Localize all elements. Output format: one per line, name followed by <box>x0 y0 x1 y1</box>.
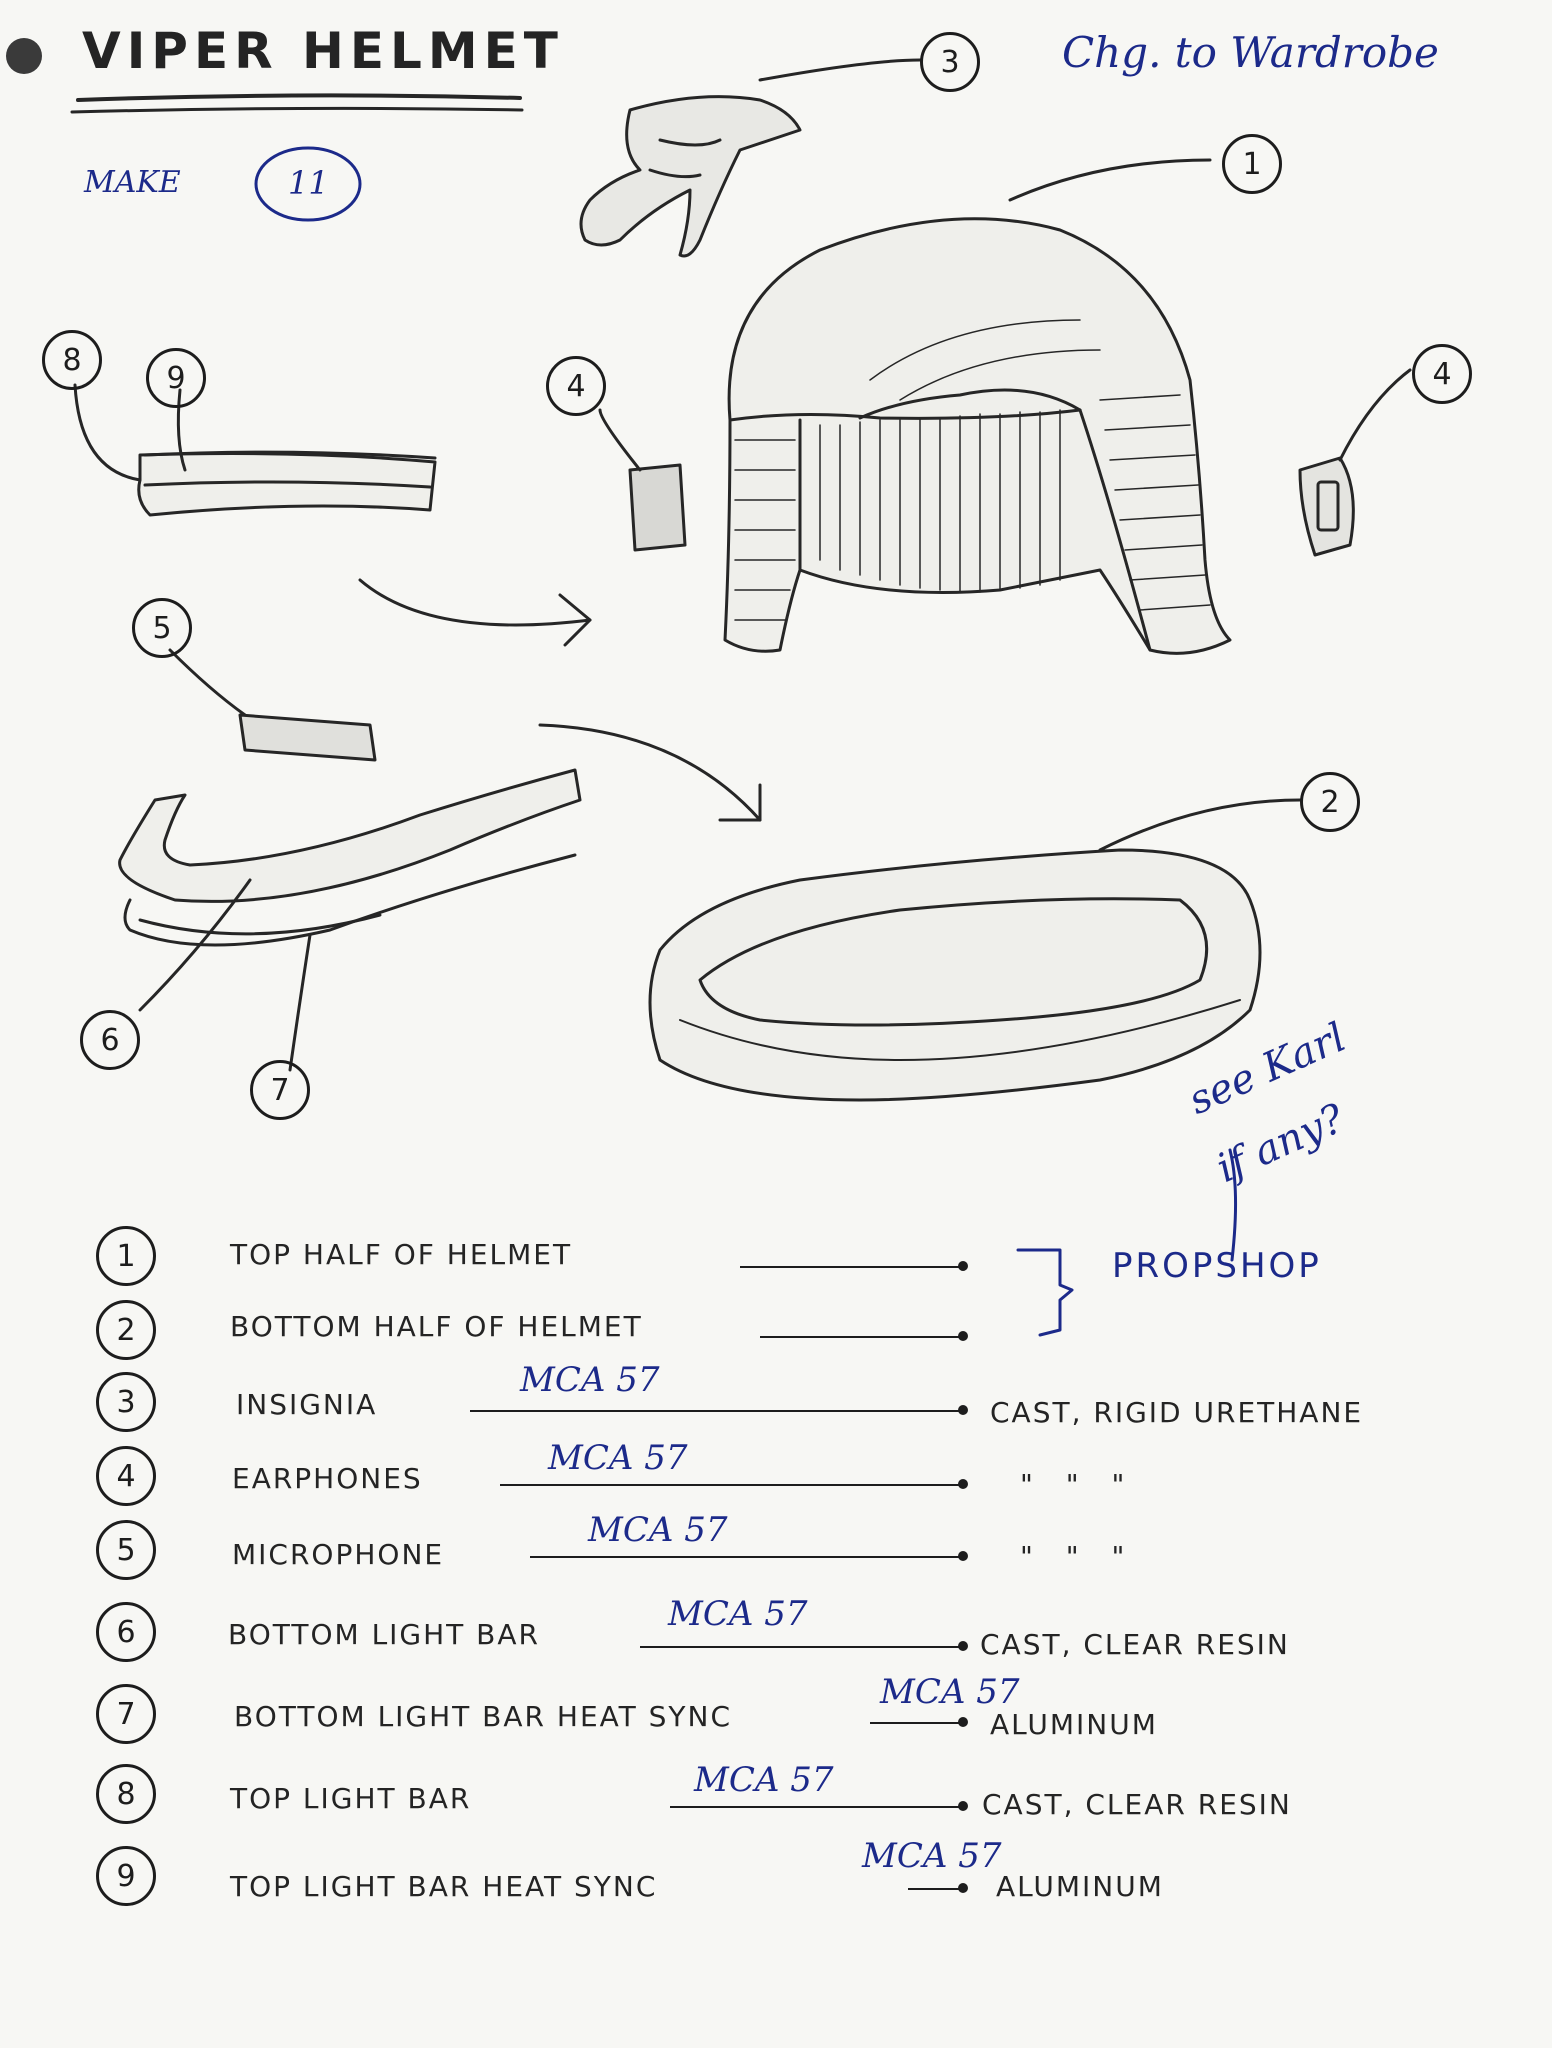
part-code: MCA 57 <box>668 1594 808 1634</box>
part-label: BOTTOM HALF OF HELMET <box>230 1310 643 1343</box>
part-number: 7 <box>96 1684 156 1744</box>
part-number: 9 <box>96 1846 156 1906</box>
part-number: 5 <box>96 1520 156 1580</box>
note-if-any: if any? <box>1210 1095 1352 1193</box>
part-code: MCA 57 <box>548 1438 688 1478</box>
note-change-to-wardrobe: Chg. to Wardrobe <box>1062 28 1439 77</box>
part-label: MICROPHONE <box>232 1538 445 1571</box>
callout-6: 6 <box>80 1010 140 1070</box>
part-spec: ALUMINUM <box>990 1708 1158 1741</box>
callout-2: 2 <box>1300 772 1360 832</box>
part-label: TOP HALF OF HELMET <box>230 1238 573 1271</box>
part-spec: " " " <box>1020 1540 1137 1573</box>
part-spec: CAST, CLEAR RESIN <box>980 1628 1290 1661</box>
part-label: BOTTOM LIGHT BAR HEAT SYNC <box>234 1700 733 1733</box>
part-code: MCA 57 <box>588 1510 728 1550</box>
part-code: MCA 57 <box>862 1836 1002 1876</box>
part-spec: CAST, RIGID URETHANE <box>990 1396 1364 1429</box>
note-propshop: PROPSHOP <box>1112 1246 1322 1286</box>
part-label: INSIGNIA <box>236 1388 378 1421</box>
part-spec: CAST, CLEAR RESIN <box>982 1788 1292 1821</box>
callout-4-left: 4 <box>546 356 606 416</box>
callout-4-right: 4 <box>1412 344 1472 404</box>
make-label: MAKE <box>84 165 181 200</box>
part-code: MCA 57 <box>520 1360 660 1400</box>
part-number: 3 <box>96 1372 156 1432</box>
part-number: 2 <box>96 1300 156 1360</box>
part-label: EARPHONES <box>232 1462 423 1495</box>
part-code: MCA 57 <box>880 1672 1020 1712</box>
part-label: TOP LIGHT BAR HEAT SYNC <box>230 1870 658 1903</box>
callout-3: 3 <box>920 32 980 92</box>
callout-8: 8 <box>42 330 102 390</box>
note-see-karl: see Karl <box>1182 1014 1353 1125</box>
part-label: BOTTOM LIGHT BAR <box>228 1618 540 1651</box>
part-code: MCA 57 <box>694 1760 834 1800</box>
hole-punch-mark <box>6 38 42 74</box>
callout-7: 7 <box>250 1060 310 1120</box>
part-number: 4 <box>96 1446 156 1506</box>
callout-1: 1 <box>1222 134 1282 194</box>
part-spec: " " " <box>1020 1468 1137 1501</box>
part-number: 6 <box>96 1602 156 1662</box>
part-spec: ALUMINUM <box>996 1870 1164 1903</box>
make-quantity: 11 <box>288 164 329 202</box>
part-label: TOP LIGHT BAR <box>230 1782 472 1815</box>
part-number: 8 <box>96 1764 156 1824</box>
page-title: VIPER HELMET <box>82 22 564 80</box>
part-number: 1 <box>96 1226 156 1286</box>
callout-9: 9 <box>146 348 206 408</box>
callout-5: 5 <box>132 598 192 658</box>
